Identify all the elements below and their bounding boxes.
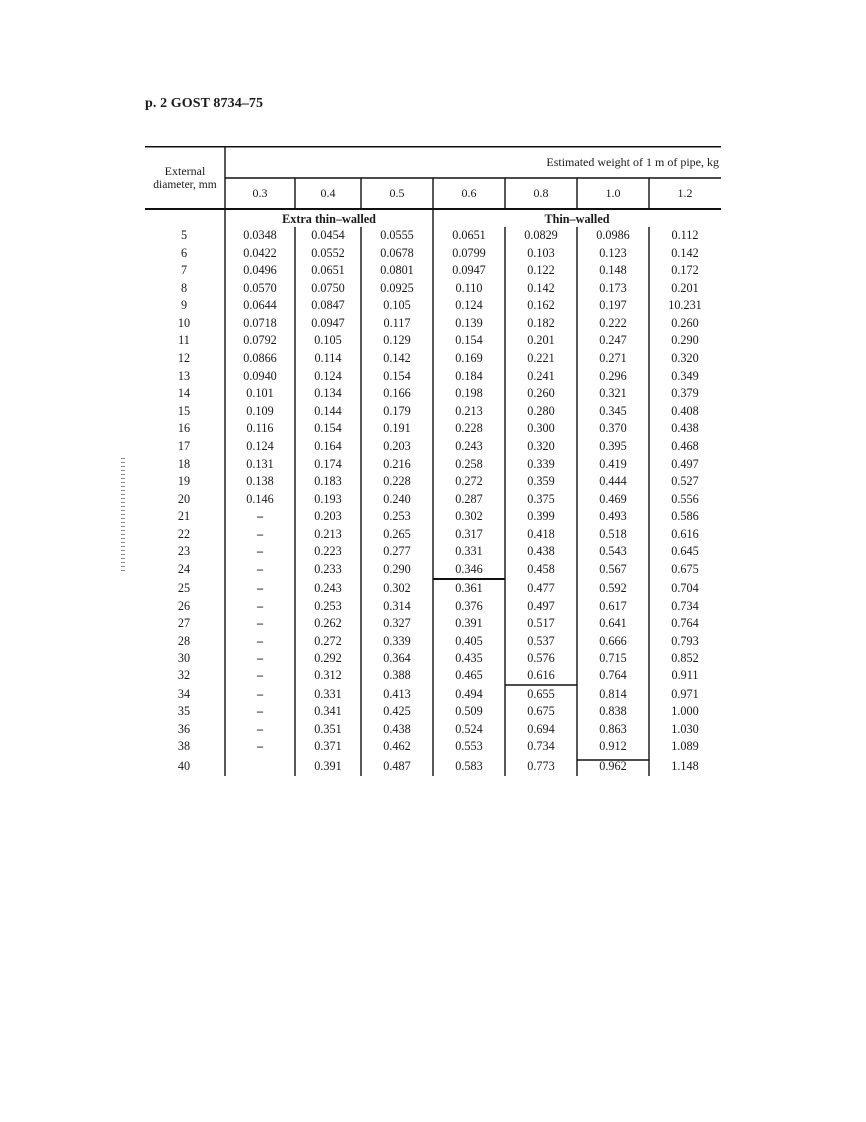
weight-cell: 0.586: [671, 509, 699, 523]
diameter-cell: 28: [177, 634, 191, 648]
diameter-cell: 10: [177, 316, 191, 330]
weight-cell: 0.296: [599, 369, 627, 383]
weight-cell: 10.231: [668, 298, 702, 312]
weight-cell: 0.292: [314, 651, 342, 665]
weight-cell: 0.617: [599, 599, 627, 613]
wall-thickness-header: 0.3: [252, 186, 268, 200]
diameter-cell: 16: [177, 421, 191, 435]
weight-cell: 0.164: [314, 439, 342, 453]
weight-cell: 0.166: [383, 386, 411, 400]
weight-cell: 0.375: [527, 492, 555, 506]
weight-cell: 0.169: [455, 351, 483, 365]
weight-cell: 0.182: [527, 316, 555, 330]
diameter-cell: 30: [177, 651, 191, 665]
weight-cell: 0.773: [527, 759, 555, 773]
weight-cell: 0.0348: [243, 228, 277, 242]
weight-cell: 0.201: [671, 281, 699, 295]
weight-cell: 0.524: [455, 722, 483, 736]
weight-cell: 0.911: [671, 668, 699, 682]
weight-cell: 0.971: [671, 687, 699, 701]
diameter-cell: 36: [177, 722, 191, 736]
diameter-cell: 32: [177, 668, 191, 682]
weight-cell: 0.216: [383, 457, 411, 471]
weight-cell: 0.370: [599, 421, 627, 435]
weight-cell: 0.469: [599, 492, 627, 506]
diameter-cell: 23: [177, 544, 191, 558]
weight-cell: 1.148: [671, 759, 699, 773]
diameter-cell: 21: [177, 509, 191, 523]
weight-cell: 0.105: [383, 298, 411, 312]
weight-cell: 0.675: [527, 704, 555, 718]
weight-cell: 0.0986: [596, 228, 630, 242]
weight-cell: 0.0454: [311, 228, 345, 242]
weight-cell: 0.543: [599, 544, 627, 558]
weight-cell: 0.0799: [452, 246, 486, 260]
weight-cell: 0.302: [383, 581, 411, 595]
weight-cell: 0.142: [527, 281, 555, 295]
weight-cell: 0.388: [383, 668, 411, 682]
weight-cell: 0.123: [599, 246, 627, 260]
weight-cell: 0.134: [314, 386, 342, 400]
weight-cell: 0.331: [314, 687, 342, 701]
weight-cell: 0.438: [671, 421, 699, 435]
weight-cell: 0.576: [527, 651, 555, 665]
weight-cell: 0.655: [527, 687, 555, 701]
weight-cell: 0.302: [455, 509, 483, 523]
weight-cell: 0.425: [383, 704, 411, 718]
weight-cell: –: [256, 651, 264, 665]
weight-cell: 0.287: [455, 492, 483, 506]
weight-cell: 0.359: [527, 474, 555, 488]
weight-cell: 0.517: [527, 616, 555, 630]
weight-cell: 0.320: [671, 351, 699, 365]
weight-cell: 0.124: [455, 298, 483, 312]
weight-cell: 0.838: [599, 704, 627, 718]
weight-cell: –: [256, 616, 264, 630]
weight-cell: 0.222: [599, 316, 627, 330]
weight-cell: 0.553: [455, 739, 483, 753]
weight-cell: 0.0570: [243, 281, 277, 295]
weight-header: Estimated weight of 1 m of pipe, kg: [546, 155, 719, 169]
wall-thickness-header: 1.0: [605, 186, 621, 200]
weight-cell: 0.221: [527, 351, 555, 365]
weight-cell: 0.146: [246, 492, 274, 506]
weight-cell: 0.715: [599, 651, 627, 665]
weight-cell: –: [256, 544, 264, 558]
weight-cell: 0.0644: [243, 298, 277, 312]
weight-cell: 0.645: [671, 544, 699, 558]
weight-cell: 0.203: [314, 509, 342, 523]
weight-cell: 0.0829: [524, 228, 558, 242]
weight-cell: 0.272: [455, 474, 483, 488]
weight-cell: 0.247: [599, 333, 627, 347]
weight-cell: 0.616: [527, 668, 555, 682]
weight-cell: 0.314: [383, 599, 411, 613]
weight-cell: –: [256, 704, 264, 718]
weight-cell: 0.0792: [243, 333, 277, 347]
weight-cell: 0.0555: [380, 228, 414, 242]
weight-cell: 0.497: [527, 599, 555, 613]
weight-cell: 0.361: [455, 581, 483, 595]
weight-cell: 0.174: [314, 457, 342, 471]
weight-cell: 0.154: [383, 369, 411, 383]
weight-cell: –: [256, 668, 264, 682]
weight-cell: 0.339: [383, 634, 411, 648]
diameter-cell: 24: [177, 562, 191, 576]
weight-cell: 0.203: [383, 439, 411, 453]
weight-cell: 0.148: [599, 263, 627, 277]
weight-cell: 0.320: [527, 439, 555, 453]
weight-cell: 0.438: [383, 722, 411, 736]
weight-cell: 0.0925: [380, 281, 414, 295]
wall-group-label: Thin–walled: [544, 212, 610, 226]
weight-cell: 0.110: [455, 281, 483, 295]
wall-thickness-header: 0.8: [533, 186, 549, 200]
weight-cell: 0.228: [383, 474, 411, 488]
weight-cell: 0.391: [314, 759, 342, 773]
diameter-cell: 25: [177, 581, 191, 595]
weight-cell: 0.341: [314, 704, 342, 718]
weight-cell: 0.139: [455, 316, 483, 330]
weight-cell: 0.497: [671, 457, 699, 471]
weight-cell: 0.863: [599, 722, 627, 736]
weight-cell: 0.331: [455, 544, 483, 558]
diameter-cell: 14: [177, 386, 191, 400]
weight-cell: 0.260: [527, 386, 555, 400]
wall-thickness-header: 0.4: [320, 186, 336, 200]
weight-cell: 0.408: [671, 404, 699, 418]
weight-cell: 0.465: [455, 668, 483, 682]
weight-cell: 0.435: [455, 651, 483, 665]
weight-cell: 0.487: [383, 759, 411, 773]
weight-cell: 0.0947: [452, 263, 486, 277]
weight-cell: 0.138: [246, 474, 274, 488]
weight-cell: 0.131: [246, 457, 274, 471]
weight-cell: 0.272: [314, 634, 342, 648]
weight-cell: 0.764: [599, 668, 627, 682]
weight-cell: 0.183: [314, 474, 342, 488]
weight-cell: 0.0940: [243, 369, 277, 383]
weight-cell: 0.0847: [311, 298, 345, 312]
diameter-cell: 19: [177, 474, 191, 488]
diameter-cell: 15: [177, 404, 191, 418]
wall-thickness-header: 0.6: [461, 186, 477, 200]
weight-cell: 0.129: [383, 333, 411, 347]
weight-cell: 0.327: [383, 616, 411, 630]
weight-cell: 0.193: [314, 492, 342, 506]
weight-cell: 0.458: [527, 562, 555, 576]
weight-cell: 0.592: [599, 581, 627, 595]
weight-cell: 0.173: [599, 281, 627, 295]
weight-cell: 0.179: [383, 404, 411, 418]
weight-cell: 0.583: [455, 759, 483, 773]
weight-cell: 0.379: [671, 386, 699, 400]
weight-cell: 0.312: [314, 668, 342, 682]
wall-group-label: Extra thin–walled: [282, 212, 376, 226]
diameter-cell: 27: [177, 616, 191, 630]
weight-cell: 0.300: [527, 421, 555, 435]
weight-cell: 0.198: [455, 386, 483, 400]
weight-cell: 0.124: [246, 439, 274, 453]
weight-cell: 0.339: [527, 457, 555, 471]
weight-cell: 0.493: [599, 509, 627, 523]
weight-cell: 0.444: [599, 474, 627, 488]
weight-cell: 0.109: [246, 404, 274, 418]
weight-cell: 0.405: [455, 634, 483, 648]
diameter-cell: 13: [177, 369, 191, 383]
weight-cell: 0.537: [527, 634, 555, 648]
weight-cell: 0.243: [314, 581, 342, 595]
weight-cell: 0.734: [527, 739, 555, 753]
weight-cell: 0.233: [314, 562, 342, 576]
weight-cell: 0.349: [671, 369, 699, 383]
weight-cell: 0.567: [599, 562, 627, 576]
weight-cell: 0.241: [527, 369, 555, 383]
weight-cell: 0.184: [455, 369, 483, 383]
weight-cell: 0.616: [671, 527, 699, 541]
diameter-cell: 12: [177, 351, 191, 365]
diameter-cell: 22: [177, 527, 191, 541]
weight-cell: 0.0801: [380, 263, 414, 277]
diameter-cell: 6: [180, 246, 188, 260]
weight-cell: 0.694: [527, 722, 555, 736]
diameter-cell: 11: [178, 333, 190, 347]
weight-cell: 0.213: [455, 404, 483, 418]
diameter-cell: 7: [180, 263, 188, 277]
weight-cell: 1.000: [671, 704, 699, 718]
weight-cell: 0.105: [314, 333, 342, 347]
weight-cell: 0.0678: [380, 246, 414, 260]
weight-cell: 0.764: [671, 616, 699, 630]
weight-cell: 0.413: [383, 687, 411, 701]
weight-cell: 0.260: [671, 316, 699, 330]
weight-cell: 0.191: [383, 421, 411, 435]
weight-cell: –: [256, 739, 264, 753]
weight-cell: 0.419: [599, 457, 627, 471]
weight-cell: 0.509: [455, 704, 483, 718]
weight-cell: 0.228: [455, 421, 483, 435]
diameter-cell: 34: [177, 687, 191, 701]
weight-cell: 0.277: [383, 544, 411, 558]
weight-cell: 0.477: [527, 581, 555, 595]
weight-cell: 0.527: [671, 474, 699, 488]
weight-cell: –: [256, 562, 264, 576]
weight-cell: 0.734: [671, 599, 699, 613]
weight-cell: 0.144: [314, 404, 342, 418]
pipe-weight-table: [145, 146, 721, 786]
weight-cell: 0.197: [599, 298, 627, 312]
weight-cell: –: [256, 509, 264, 523]
weight-cell: 0.0651: [452, 228, 486, 242]
weight-cell: 0.345: [599, 404, 627, 418]
weight-cell: 0.852: [671, 651, 699, 665]
weight-cell: 0.0750: [311, 281, 345, 295]
weight-cell: 0.154: [314, 421, 342, 435]
weight-cell: 0.518: [599, 527, 627, 541]
diameter-cell: 18: [177, 457, 191, 471]
weight-cell: 0.675: [671, 562, 699, 576]
weight-cell: 0.641: [599, 616, 627, 630]
weight-cell: 0.116: [246, 421, 274, 435]
weight-cell: –: [256, 687, 264, 701]
weight-cell: 0.280: [527, 404, 555, 418]
weight-cell: 0.223: [314, 544, 342, 558]
weight-cell: 0.172: [671, 263, 699, 277]
weight-cell: 0.240: [383, 492, 411, 506]
weight-cell: –: [256, 581, 264, 595]
weight-cell: –: [256, 722, 264, 736]
diameter-cell: 9: [180, 298, 188, 312]
weight-cell: 0.666: [599, 634, 627, 648]
diameter-header: [145, 164, 225, 192]
weight-cell: 0.201: [527, 333, 555, 347]
weight-cell: 0.0552: [311, 246, 345, 260]
weight-cell: 0.814: [599, 687, 627, 701]
diameter-cell: 17: [177, 439, 191, 453]
weight-cell: 0.0496: [243, 263, 277, 277]
weight-cell: 0.142: [383, 351, 411, 365]
weight-cell: 0.253: [314, 599, 342, 613]
weight-cell: 0.793: [671, 634, 699, 648]
weight-cell: 0.265: [383, 527, 411, 541]
weight-cell: –: [256, 599, 264, 613]
weight-cell: 0.271: [599, 351, 627, 365]
weight-cell: 0.101: [246, 386, 274, 400]
weight-cell: 0.494: [455, 687, 483, 701]
weight-cell: 1.030: [671, 722, 699, 736]
weight-cell: 0.376: [455, 599, 483, 613]
weight-cell: 0.704: [671, 581, 699, 595]
weight-cell: 0.962: [599, 759, 627, 773]
weight-cell: 0.117: [383, 316, 411, 330]
weight-cell: 0.438: [527, 544, 555, 558]
weight-cell: 0.258: [455, 457, 483, 471]
weight-cell: 0.0422: [243, 246, 277, 260]
weight-cell: 0.364: [383, 651, 411, 665]
diameter-cell: 38: [177, 739, 191, 753]
weight-cell: 0.103: [527, 246, 555, 260]
weight-cell: 0.154: [455, 333, 483, 347]
weight-cell: 0.399: [527, 509, 555, 523]
weight-cell: 0.418: [527, 527, 555, 541]
weight-cell: 0.112: [671, 228, 699, 242]
diameter-header-line1: External: [164, 164, 206, 178]
weight-cell: 0.351: [314, 722, 342, 736]
weight-cell: 0.213: [314, 527, 342, 541]
weight-cell: 0.0651: [311, 263, 345, 277]
weight-cell: 0.243: [455, 439, 483, 453]
weight-cell: 0.395: [599, 439, 627, 453]
weight-cell: 0.253: [383, 509, 411, 523]
diameter-cell: 26: [177, 599, 191, 613]
diameter-cell: 8: [180, 281, 188, 295]
weight-cell: 0.0718: [243, 316, 277, 330]
weight-cell: 0.290: [383, 562, 411, 576]
weight-cell: 0.346: [455, 562, 483, 576]
diameter-cell: 40: [177, 759, 191, 773]
weight-cell: 0.391: [455, 616, 483, 630]
weight-cell: 0.912: [599, 739, 627, 753]
weight-cell: 0.262: [314, 616, 342, 630]
weight-cell: 0.317: [455, 527, 483, 541]
weight-cell: 0.114: [314, 351, 342, 365]
wall-thickness-header: 0.5: [389, 186, 405, 200]
weight-cell: 0.556: [671, 492, 699, 506]
page-header: p. 2 GOST 8734–75: [145, 96, 264, 111]
weight-cell: 0.162: [527, 298, 555, 312]
weight-cell: 0.124: [314, 369, 342, 383]
weight-cell: 0.290: [671, 333, 699, 347]
weight-cell: 0.462: [383, 739, 411, 753]
diameter-cell: 5: [180, 228, 188, 242]
diameter-cell: 35: [177, 704, 191, 718]
weight-cell: –: [256, 527, 264, 541]
weight-cell: 0.0947: [311, 316, 345, 330]
weight-cell: 0.371: [314, 739, 342, 753]
weight-cell: –: [256, 634, 264, 648]
weight-cell: 0.142: [671, 246, 699, 260]
wall-thickness-header: 1.2: [677, 186, 693, 200]
weight-cell: 1.089: [671, 739, 699, 753]
weight-cell: 0.468: [671, 439, 699, 453]
diameter-cell: 20: [177, 492, 191, 506]
weight-cell: 0.321: [599, 386, 627, 400]
weight-cell: 0.0866: [243, 351, 277, 365]
scan-edge-marks: [121, 458, 125, 573]
weight-cell: 0.122: [527, 263, 555, 277]
diameter-header-line2: diameter, mm: [153, 179, 217, 191]
